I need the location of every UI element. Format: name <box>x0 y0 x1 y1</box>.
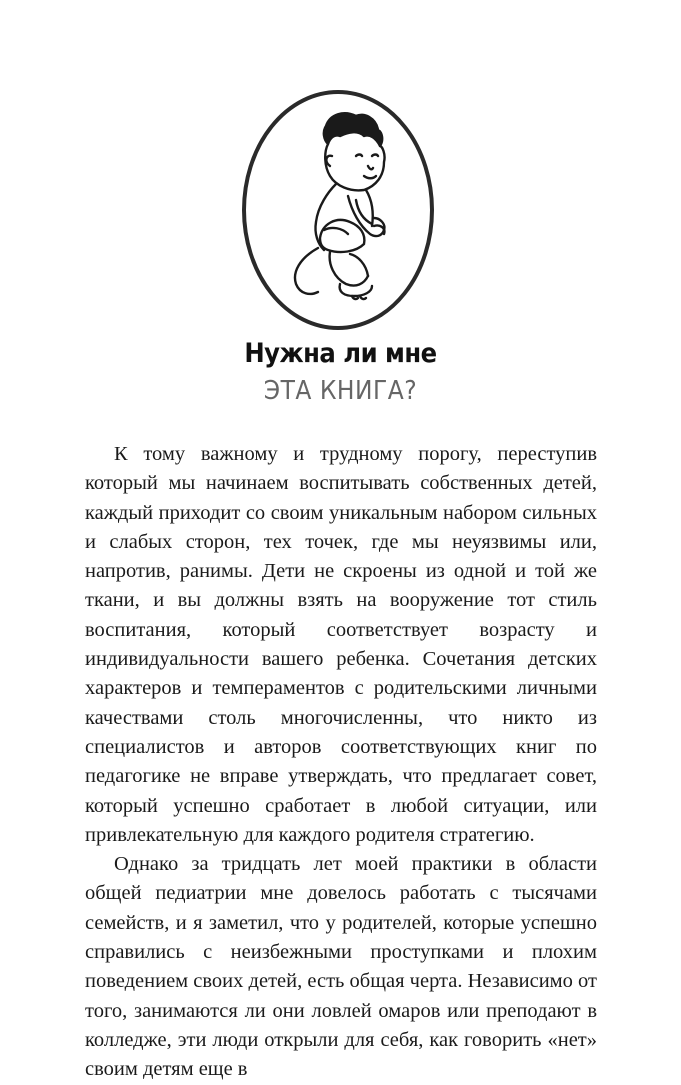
baby-drawing <box>295 113 385 299</box>
body-text <box>85 440 597 1085</box>
paragraph: Однако за тридцать лет моей практики в области общей педиатрии мне довелось работать с тысячами семейств, и я заметил, что у родителей, которые успешно справились с неизбежными проступками и плохим поведением своих детей, есть общая черта. Независимо от того, занимаются ли они ловлей омаров или преподают в колледже, эти люди открыли для себя, как говорить «нет» своим детям еще в <box>85 853 597 1081</box>
crouching-baby-illustration <box>240 88 436 332</box>
paragraph: К тому важному и трудному порогу, переступив который мы начинаем воспитывать собственных детей, каждый приходит со своим уникальным набором сильных и слабых сторон, тех точек, где мы неуязвимы или, напротив, ранимы. Дети не скроены из одной и той же ткани, и вы должны взять на вооружение тот стиль воспитания, который соответствует возрасту и индивидуальности вашего ребенка. Сочетания детских характеров и темпераментов с родительскими личными качествами столь многочисленны, что никто из специалистов и авторов соответствующих книг по педагогике не вправе утверждать, что предлагает совет, который успешно сработает в любой ситуации, или привлекательную для каждого родителя стратегию. <box>85 443 597 846</box>
chapter-title-line2: ЭТА КНИГА? <box>263 376 418 406</box>
chapter-title-line1: Нужна ли мне <box>244 338 437 369</box>
